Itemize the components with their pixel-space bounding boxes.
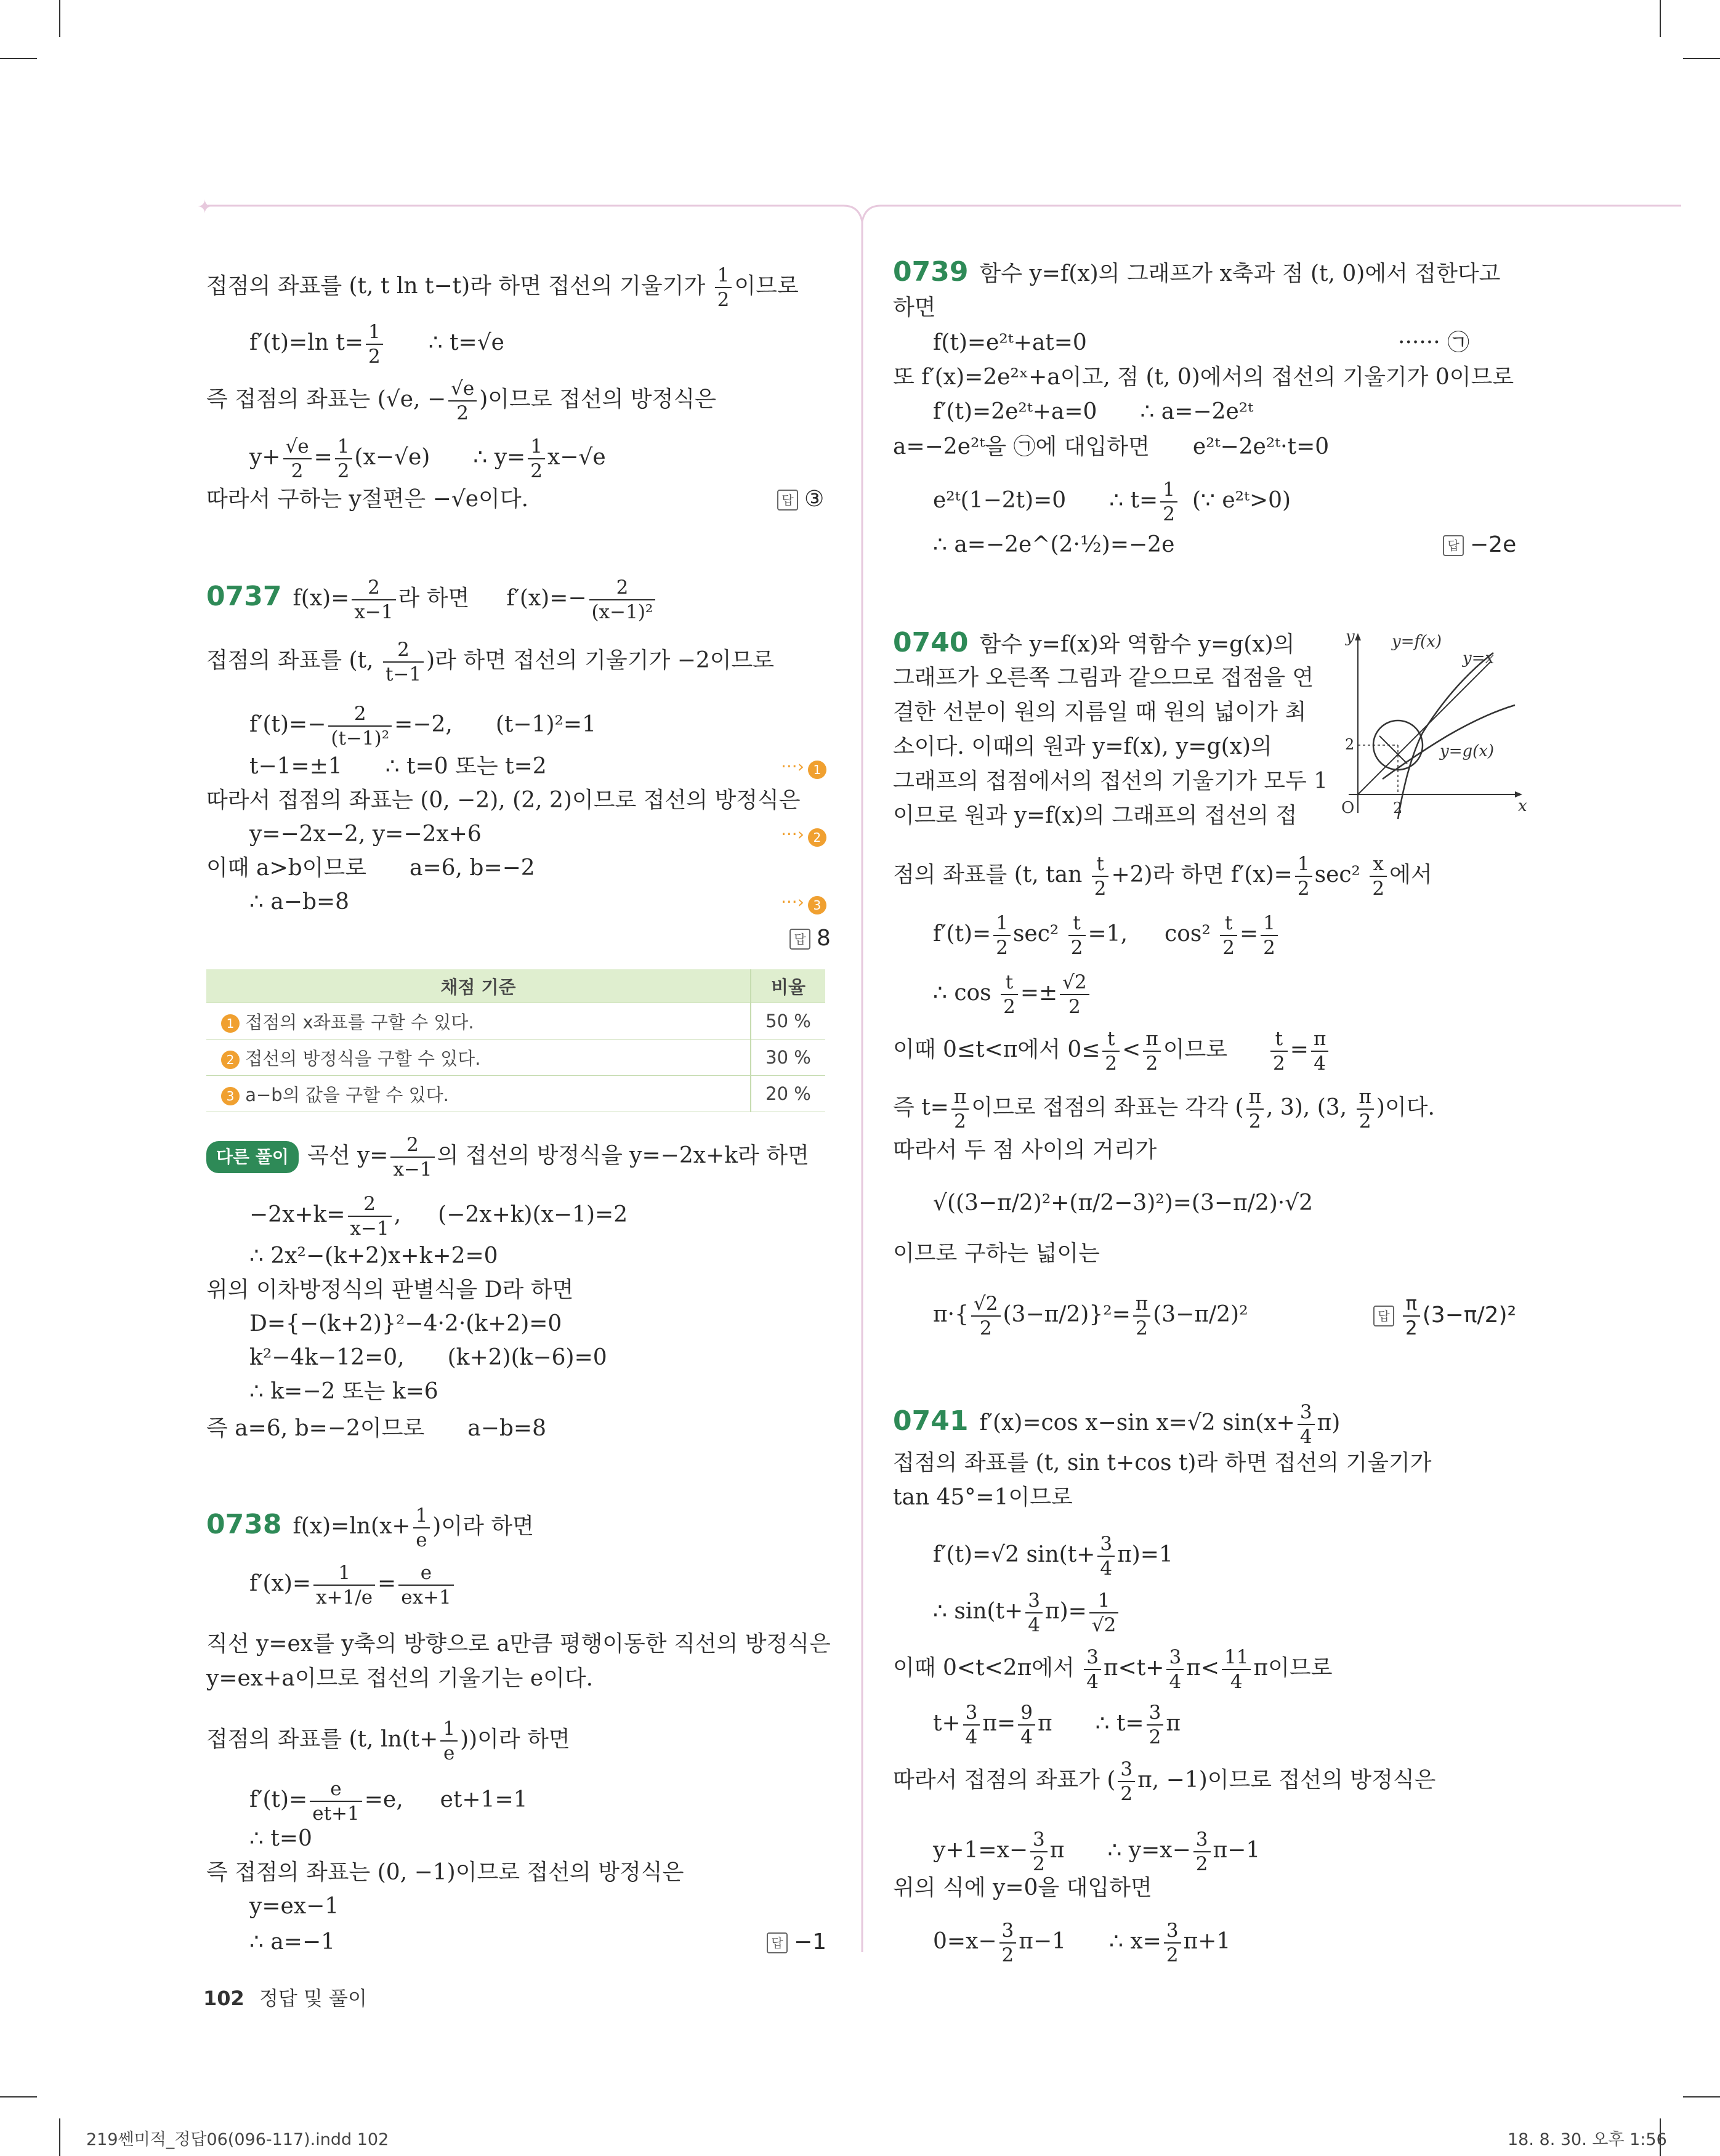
answer-icon: 답 — [767, 1932, 788, 1953]
line: D={−(k+2)}²−4·2·(k+2)=0 — [249, 1311, 562, 1336]
line: y=ex−1 — [249, 1894, 339, 1919]
file-info: 219쎈미적_정답06(096-117).indd 102 — [86, 2130, 389, 2149]
line: ······ ㉠ — [1398, 330, 1470, 355]
table-row — [206, 1040, 825, 1076]
line: 이므로 원과 y=f(x)의 그래프의 접선의 접 — [893, 803, 1298, 828]
table-header: 비율 — [751, 969, 825, 1003]
line: ∴ cos $\frac{t}{2}$ =± $\frac{√2}{2}$ — [933, 971, 1092, 1019]
answer: 답 −1 — [767, 1928, 826, 1957]
table-cell: 3 a−b의 값을 구할 수 있다. — [206, 1076, 751, 1112]
y-axis-label: y — [1346, 628, 1355, 646]
line: 접점의 좌표를 (t, ln(t+ $\frac{1}{e}$ ))이라 하면 — [206, 1718, 570, 1764]
line: f′(t)=− $\frac{2}{\text{(t−1)²}}$ =−2, (t−1)²=1 — [249, 703, 596, 749]
x-tick-label: 2 — [1393, 799, 1403, 817]
answer: 답 ③ — [777, 485, 824, 514]
answer: 답 $\frac{\pi}{2}$ (3−π/2)² — [1373, 1292, 1516, 1340]
table-row — [206, 1003, 825, 1040]
page-number: 102 — [203, 1987, 244, 2010]
crop-mark — [0, 58, 37, 59]
problem-0740-header: 0740 함수 y=f(x)와 역함수 y=g(x)의 — [893, 627, 1295, 658]
y-tick-label: 2 — [1345, 736, 1355, 753]
line: e²ᵗ(1−2t)=0 ∴ t= $\frac{1}{2}$ (∵ e²ᵗ>0) — [933, 478, 1291, 525]
table-cell: 30 % — [751, 1040, 825, 1076]
alt-solution-badge: 다른 풀이 — [206, 1141, 299, 1173]
answer: 답 −2e — [1443, 530, 1516, 560]
line: f′(t)=2e²ᵗ+a=0 ∴ a=−2e²ᵗ — [933, 399, 1254, 424]
inverse-function-graph — [1330, 628, 1527, 825]
problem-0739-header: 0739 함수 y=f(x)의 그래프가 x축과 점 (t, 0)에서 접한다고 — [893, 256, 1501, 288]
line: t−1=±1 ∴ t=0 또는 t=2 — [249, 754, 547, 779]
line: 이때 0<t<2π에서 $\frac{3}{4}$ π<t+ $\frac{3}{4}$ π< $\frac{11}{4}$ π이므로 — [893, 1646, 1333, 1693]
crop-mark — [1683, 58, 1720, 59]
table-cell: 50 % — [751, 1003, 825, 1040]
answer-icon: 답 — [777, 490, 798, 511]
problem-0738-header: 0738 f(x)=ln(x+ $\frac{1}{e}$ )이라 하면 — [206, 1504, 534, 1551]
line: 즉 접점의 좌표는 (√e, − $\frac{√e}{2}$ )이므로 접선의 방정식은 — [206, 378, 716, 424]
origin-label: O — [1341, 799, 1355, 817]
line: 접점의 좌표를 (t, t ln t−t)라 하면 접선의 기울기가 $\frac{1}{2}$ 이므로 — [206, 264, 799, 311]
crop-mark — [59, 0, 60, 37]
line: ∴ a−b=8 — [249, 889, 350, 914]
line: 소이다. 이때의 원과 y=f(x), y=g(x)의 — [893, 734, 1272, 759]
answer: 답 8 — [789, 924, 831, 953]
g-curve-label: y=g(x) — [1440, 742, 1495, 761]
answer-icon: 답 — [1443, 535, 1464, 556]
svg-text:✦: ✦ — [197, 197, 213, 218]
page-title: 정답 및 풀이 — [259, 1987, 367, 2010]
line: 이때 a>b이므로 a=6, b=−2 — [206, 855, 535, 881]
table-header-row — [206, 969, 825, 1003]
line: 이므로 구하는 넓이는 — [893, 1241, 1100, 1266]
line: y+1=x− $\frac{3}{2}$ π ∴ y=x− $\frac{3}{2}$ π−1 — [933, 1828, 1261, 1875]
crop-mark — [0, 2096, 37, 2097]
line: 결한 선분이 원의 지름일 때 원의 넓이가 최 — [893, 700, 1307, 725]
problem-0737-header: 0737 f(x)= $\frac{2}{x-1}$ 라 하면 f′(x)=− $\frac{2}{\text{(x−1)²}}$ — [206, 576, 658, 624]
crop-mark — [1660, 0, 1661, 37]
line: 또 f′(x)=2e²ˣ+a이고, 점 (t, 0)에서의 접선의 기울기가 0이므로 — [893, 365, 1514, 390]
line: 위의 식에 y=0을 대입하면 — [893, 1875, 1152, 1900]
answer-icon: 답 — [1373, 1306, 1394, 1326]
crop-mark — [1683, 2096, 1720, 2097]
page-footer — [203, 1983, 367, 2011]
line: 즉 접점의 좌표는 (0, −1)이므로 접선의 방정식은 — [206, 1860, 684, 1885]
line: 따라서 접점의 좌표는 (0, −2), (2, 2)이므로 접선의 방정식은 — [206, 788, 801, 813]
line: f′(t)=ln t= $\frac{1}{2}$ ∴ t=√e — [249, 321, 504, 368]
line: y=ex+a이므로 접선의 기울기는 e이다. — [206, 1666, 594, 1691]
line: f(t)=e²ᵗ+at=0 — [933, 330, 1087, 355]
problem-0741-header: 0741 f′(x)=cos x−sin x=√2 sin(x+ $\frac{3}{4}$ π) — [893, 1401, 1341, 1448]
line: 0=x− $\frac{3}{2}$ π−1 ∴ x= $\frac{3}{2}$ π+1 — [933, 1920, 1231, 1966]
line: 따라서 접점의 좌표가 ( $\frac{3}{2}$ π, −1)이므로 접선의 방정식은 — [893, 1758, 1436, 1805]
f-curve-label: y=f(x) — [1392, 632, 1442, 651]
step-marker: ···› 1 — [781, 756, 826, 779]
crop-mark — [59, 2118, 60, 2156]
line: −2x+k= $\frac{2}{x-1}$ , (−2x+k)(x−1)=2 — [249, 1193, 628, 1240]
line: 즉 a=6, b=−2이므로 a−b=8 — [206, 1416, 546, 1441]
line: f′(t)=√2 sin(t+ $\frac{3}{4}$ π)=1 — [933, 1533, 1173, 1580]
line: ∴ a=−1 — [249, 1929, 336, 1955]
line: 따라서 구하는 y절편은 −√e이다. — [206, 487, 529, 512]
line: tan 45°=1이므로 — [893, 1485, 1073, 1510]
line: √((3−π/2)²+(π/2−3)²)=(3−π/2)·√2 — [933, 1190, 1314, 1216]
line: k²−4k−12=0, (k+2)(k−6)=0 — [249, 1345, 607, 1370]
line: f′(t)= $\frac{e}{et+1}$ =e, et+1=1 — [249, 1778, 528, 1825]
print-date: 18. 8. 30. 오후 1:56 — [1508, 2130, 1667, 2149]
alt-solution-header: 다른 풀이 곡선 y= $\frac{2}{x-1}$ 의 접선의 방정식을 y=−2x+k라 하면 — [206, 1133, 809, 1181]
line: 그래프가 오른쪽 그림과 같으므로 접점을 연 — [893, 665, 1314, 690]
line: a=−2e²ᵗ을 ㉠에 대입하면 e²ᵗ−2e²ᵗ·t=0 — [893, 434, 1330, 459]
line-label: y=x — [1463, 649, 1495, 668]
line: t+ $\frac{3}{4}$ π= $\frac{9}{4}$ π ∴ t= $\frac{3}{2}$ π — [933, 1702, 1181, 1748]
line: ∴ t=0 — [249, 1826, 312, 1851]
line: f′(t)= $\frac{1}{2}$ sec² $\frac{t}{2}$ =1, cos² $\frac{t}{2}$ = $\frac{1}{2}$ — [933, 911, 1280, 959]
table-row — [206, 1076, 825, 1112]
answer-icon: 답 — [789, 929, 810, 950]
line: 하면 — [893, 295, 936, 320]
line: 접점의 좌표를 (t, sin t+cos t)라 하면 접선의 기울기가 — [893, 1450, 1432, 1476]
table-cell: 1 접점의 x좌표를 구할 수 있다. — [206, 1003, 751, 1040]
line: f′(x)= $\frac{1}{x+1/e}$ = $\frac{e}{ex+1}$ — [249, 1561, 456, 1609]
table-cell: 2 접선의 방정식을 구할 수 있다. — [206, 1040, 751, 1076]
line: 직선 y=ex를 y축의 방향으로 a만큼 평행이동한 직선의 방정식은 — [206, 1631, 831, 1657]
line: ∴ 2x²−(k+2)x+k+2=0 — [249, 1243, 498, 1269]
line: 접점의 좌표를 (t, $\frac{2}{t-1}$ )라 하면 접선의 기울기가 −2이므로 — [206, 639, 775, 685]
x-axis-label: x — [1518, 797, 1527, 815]
step-marker: ···› 2 — [781, 824, 826, 847]
line: y=−2x−2, y=−2x+6 — [249, 822, 482, 847]
line: y+ $\frac{√e}{2}$ = $\frac{1}{2}$ (x−√e) ∴ y= $\frac{1}{2}$ x−√e — [249, 435, 606, 482]
line: 즉 t= $\frac{\pi}{2}$ 이므로 접점의 좌표는 각각 ( $\frac{\pi}{2}$ , 3), (3, $\frac{\pi}{2}$ )이다. — [893, 1086, 1435, 1133]
line: 이때 0≤t<π에서 0≤ $\frac{t}{2}$ < $\frac{\pi}{2}$ 이므로 $\frac{t}{2}$ = $\frac{\pi}{4}$ — [893, 1027, 1331, 1075]
line: ∴ k=−2 또는 k=6 — [249, 1379, 438, 1404]
line: 그래프의 접점에서의 접선의 기울기가 모두 1 — [893, 769, 1328, 794]
step-marker: ···› 3 — [781, 892, 826, 914]
table-header: 채점 기준 — [206, 969, 751, 1003]
table-cell: 20 % — [751, 1076, 825, 1112]
line: ∴ sin(t+ $\frac{3}{4}$ π)= $\frac{1}{√2}$ — [933, 1589, 1121, 1637]
line: 점의 좌표를 (t, tan $\frac{t}{2}$ +2)라 하면 f′(x)= $\frac{1}{2}$ sec² $\frac{x}{2}$ 에서 — [893, 853, 1432, 900]
scoring-table — [206, 969, 825, 1112]
line: 따라서 두 점 사이의 거리가 — [893, 1137, 1157, 1163]
line: π·{ $\frac{√2}{2}$ (3−π/2)}²= $\frac{\pi}{2}$ (3−π/2)² — [933, 1293, 1248, 1339]
line: 위의 이차방정식의 판별식을 D라 하면 — [206, 1277, 574, 1302]
line: ∴ a=−2e^(2·½)=−2e — [933, 532, 1175, 557]
